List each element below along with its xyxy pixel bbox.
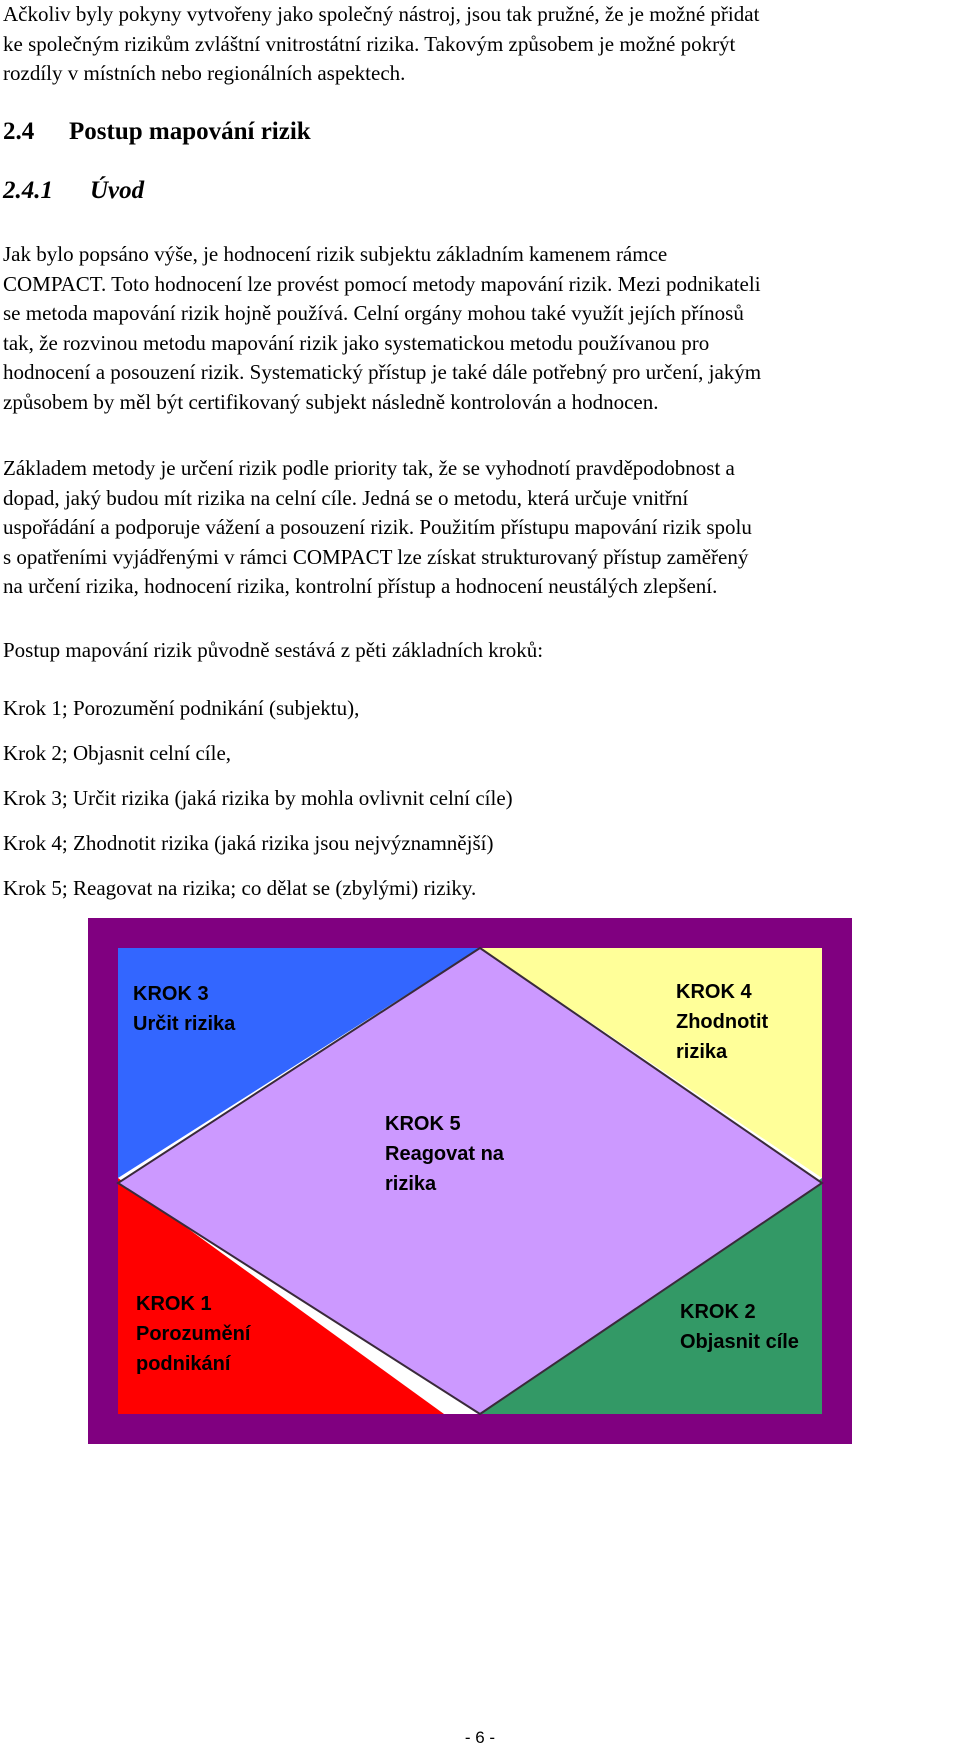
step3-label-1: KROK 3: [133, 983, 209, 1005]
section-heading: [3, 118, 311, 146]
step1-label-1: KROK 1: [136, 1293, 212, 1315]
paragraph-line: Základem metody je určení rizik podle priority tak, že se vyhodnotí pravděpodobnost a: [3, 456, 735, 480]
subsection-heading: [3, 177, 144, 205]
step-item: Krok 4; Zhodnotit rizika (jaká rizika jsou nejvýznamnější): [3, 831, 494, 855]
step-item: Krok 5; Reagovat na rizika; co dělat se (zbylými) riziky.: [3, 876, 477, 900]
step2-label-2: Objasnit cíle: [680, 1331, 799, 1353]
paragraph-line: se metoda mapování rizik hojně používá. Celní orgány mohou také využít jejích přínosů: [3, 301, 744, 325]
step1-label-2: Porozumění: [136, 1323, 251, 1345]
subsection-number: 2.4.1: [3, 177, 53, 204]
step3-label-2: Určit rizika: [133, 1013, 236, 1035]
step5-label-3: rizika: [385, 1173, 437, 1195]
paragraph-3: Postup mapování rizik původně sestává z pěti základních kroků:: [3, 638, 544, 662]
risk-mapping-diagram: [88, 918, 852, 1444]
paragraph-line: hodnocení a posouzení rizik. Systematický přístup je také dále potřebný pro určení, jakým: [3, 360, 762, 384]
paragraph-line: COMPACT. Toto hodnocení lze provést pomocí metody mapování rizik. Mezi podnikateli: [3, 271, 761, 296]
paragraph-line: na určení rizika, hodnocení rizika, kontrolní přístup a hodnocení neustálých zlepšení.: [3, 574, 718, 598]
step4-label-3: rizika: [676, 1041, 728, 1063]
paragraph-2: [3, 454, 948, 602]
paragraph-line: způsobem by měl být certifikovaný subjekt následně kontrolován a hodnocen.: [3, 389, 659, 414]
paragraph-line: dopad, jaký budou mít rizika na celní cíle. Jedná se o metodu, která určuje vnitřní: [3, 485, 689, 510]
paragraph-1: [3, 240, 948, 417]
paragraph-line: tak, že rozvinou metodu mapování rizik jako systematickou metodu používanou pro: [3, 330, 710, 355]
section-number: 2.4: [3, 118, 35, 145]
page-number: - 6 -: [464, 1728, 496, 1747]
subsection-title: Úvod: [90, 177, 145, 204]
paragraph-line: uspořádání a podporuje vážení a posouzení rizik. Použitím přístupu mapování rizik spolu: [3, 515, 752, 539]
step1-label-3: podnikání: [136, 1353, 231, 1375]
step2-label-1: KROK 2: [680, 1301, 756, 1323]
step4-label-1: KROK 4: [676, 981, 752, 1003]
section-title: Postup mapování rizik: [69, 118, 311, 145]
step-item: Krok 1; Porozumění podnikání (subjektu),: [3, 696, 360, 720]
step5-label-1: KROK 5: [385, 1113, 461, 1135]
step4-label-2: Zhodnotit: [676, 1011, 769, 1033]
step-item: Krok 3; Určit rizika (jaká rizika by mohla ovlivnit celní cíle): [3, 786, 513, 810]
step5-label-2: Reagovat na: [385, 1143, 504, 1165]
intro-line: rozdíly v místních nebo regionálních aspektech.: [3, 61, 406, 85]
intro-line: ke společným rizikům zvláštní vnitrostátní rizika. Takovým způsobem je možné pokrýt: [3, 31, 736, 56]
paragraph-line: Jak bylo popsáno výše, je hodnocení rizik subjektu základním kamenem rámce: [3, 242, 668, 266]
intro-paragraph: [3, 0, 948, 89]
step-item: Krok 2; Objasnit celní cíle,: [3, 741, 232, 765]
intro-line: Ačkoliv byly pokyny vytvořeny jako společný nástroj, jsou tak pružné, že je možné přidat: [3, 2, 760, 26]
paragraph-line: s opatřeními vyjádřenými v rámci COMPACT lze získat strukturovaný přístup zaměřený: [3, 544, 749, 569]
